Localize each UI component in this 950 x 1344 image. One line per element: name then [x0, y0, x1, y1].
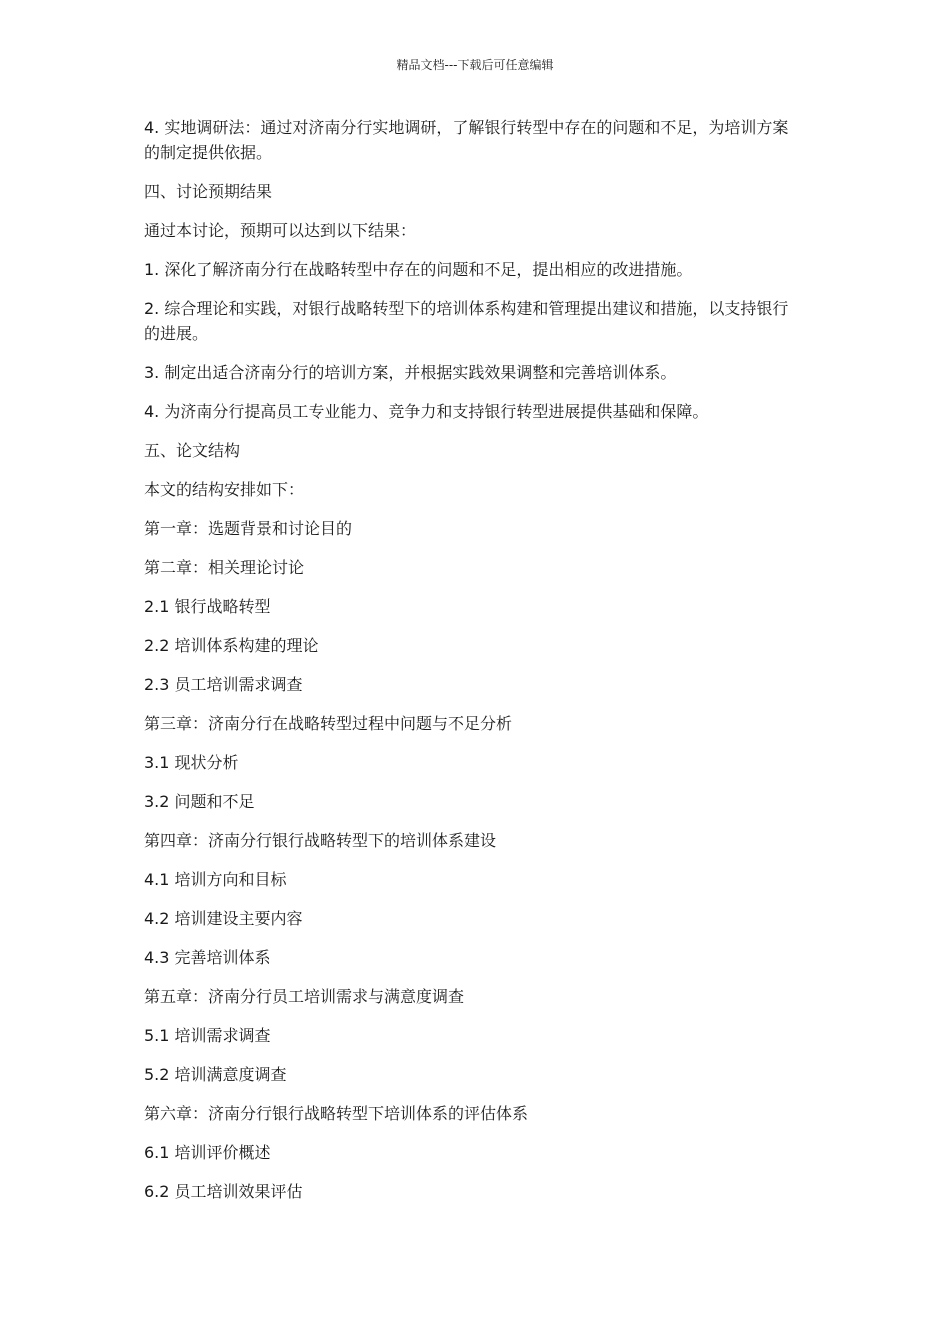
section-3-2: 3.2 问题和不足 — [144, 792, 255, 811]
paragraph-result-1: 1. 深化了解济南分行在战略转型中存在的问题和不足，提出相应的改进措施。 — [144, 260, 693, 279]
section-3-1: 3.1 现状分析 — [144, 753, 239, 772]
paragraph-method-4: 4. 实地调研法：通过对济南分行实地调研，了解银行转型中存在的问题和不足，为培训方案的制定提供依据。 — [144, 118, 789, 162]
chapter-3: 第三章：济南分行在战略转型过程中问题与不足分析 — [144, 714, 513, 733]
paragraph-result-3: 3. 制定出适合济南分行的培训方案，并根据实践效果调整和完善培训体系。 — [144, 363, 677, 382]
section-heading-expected-results: 四、讨论预期结果 — [144, 182, 273, 201]
chapter-1: 第一章：选题背景和讨论目的 — [144, 519, 353, 538]
paragraph-result-2: 2. 综合理论和实践，对银行战略转型下的培训体系构建和管理提出建议和措施，以支持银行的进展。 — [144, 299, 789, 343]
section-6-1: 6.1 培训评价概述 — [144, 1143, 271, 1162]
chapter-5: 第五章：济南分行员工培训需求与满意度调查 — [144, 987, 465, 1006]
page-header: 精品文档---下载后可任意编辑 — [396, 58, 554, 72]
paragraph-intro-results: 通过本讨论，预期可以达到以下结果： — [144, 221, 417, 240]
chapter-4: 第四章：济南分行银行战略转型下的培训体系建设 — [144, 831, 497, 850]
section-6-2: 6.2 员工培训效果评估 — [144, 1182, 303, 1201]
paragraph-structure-intro: 本文的结构安排如下： — [144, 480, 305, 499]
section-4-2: 4.2 培训建设主要内容 — [144, 909, 303, 928]
section-5-1: 5.1 培训需求调查 — [144, 1026, 271, 1045]
section-2-3: 2.3 员工培训需求调查 — [144, 675, 303, 694]
section-2-1: 2.1 银行战略转型 — [144, 597, 271, 616]
paragraph-result-4: 4. 为济南分行提高员工专业能力、竞争力和支持银行转型进展提供基础和保障。 — [144, 402, 709, 421]
chapter-6: 第六章：济南分行银行战略转型下培训体系的评估体系 — [144, 1104, 529, 1123]
section-5-2: 5.2 培训满意度调查 — [144, 1065, 287, 1084]
chapter-2: 第二章：相关理论讨论 — [144, 558, 305, 577]
section-heading-structure: 五、论文结构 — [144, 441, 241, 460]
section-4-1: 4.1 培训方向和目标 — [144, 870, 287, 889]
document-body — [144, 115, 804, 1218]
section-4-3: 4.3 完善培训体系 — [144, 948, 271, 967]
section-2-2: 2.2 培训体系构建的理论 — [144, 636, 319, 655]
